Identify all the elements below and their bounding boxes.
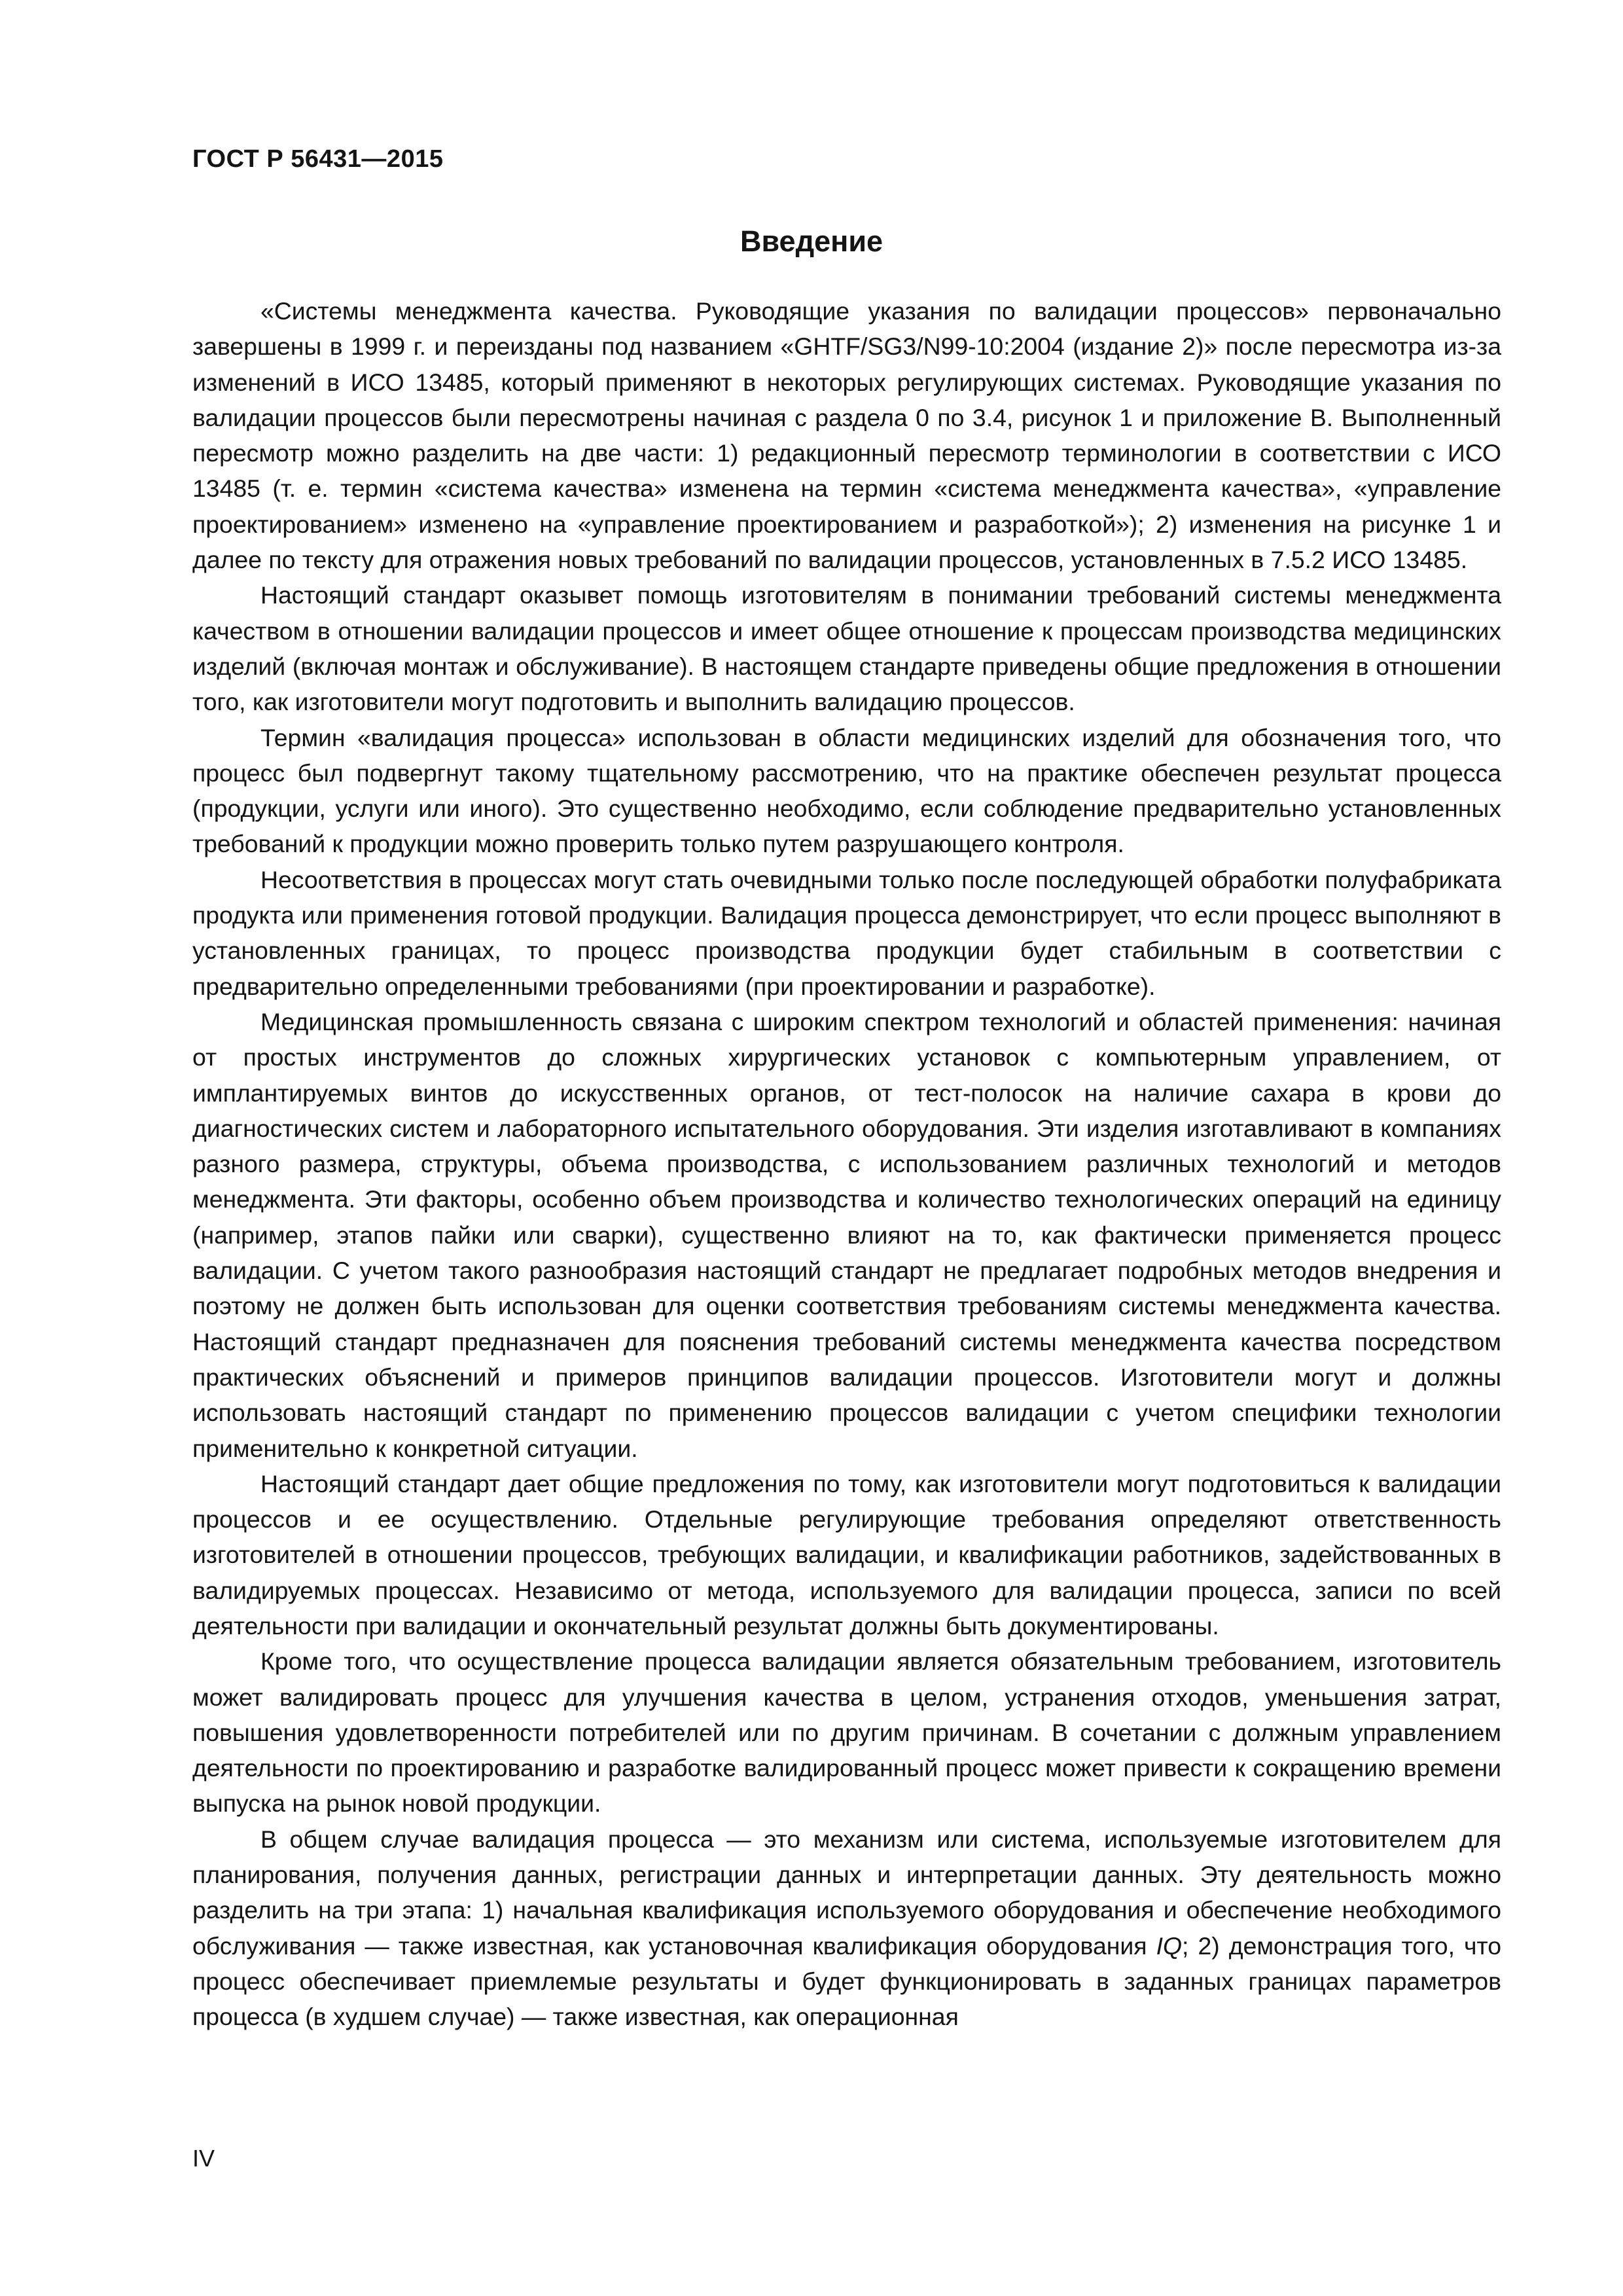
paragraph: Настоящий стандарт дает общие предложения по тому, как изготовители могут подготовиться к валидации процессов и ее осуществлению. Отдельные регулирующие требования определяют ответственность изготовителей в отношении процессов, требующих валидации, и квалификации работников, задействованных в валидируемых процессах. Независимо от метода, используемого для валидации процесса, записи по всей деятельности при валидации и окончательный результат должны быть документированы.: [192, 1469, 1501, 1640]
document-header: ГОСТ Р 56431—2015: [192, 145, 444, 173]
paragraph: Кроме того, что осуществление процесса валидации является обязательным требованием, изготовитель может валидировать процесс для улучшения качества в целом, устранения отходов, уменьшения затрат, повышения удовлетворенности потребителей или по другим причинам. В сочетании с должным управлением деятельности по проектированию и разработке валидированный процесс может привести к сокращению времени выпуска на рынок новой продукции.: [192, 1647, 1501, 1818]
paragraph: Термин «валидация процесса» использован в области медицинских изделий для обозначения того, что процесс был подвергнут такому тщательному рассмотрению, что на практике обеспечен результат процесса (продукции, услуги или иного). Это существенно необходимо, если соблюдение предварительно установленных требований к продукции можно проверить только путем разрушающего контроля.: [192, 723, 1501, 858]
paragraph: [192, 1821, 1501, 2035]
iq-abbreviation: IQ: [1156, 1931, 1183, 1960]
paragraph: Медицинская промышленность связана с широким спектром технологий и областей применения: начиная от простых инструментов до сложных хирургических установок с компьютерным управлением, от имплантируемых винтов до искусственных органов, от тест-полосок на наличие сахара в крови до диагностических систем и лабораторного испытательного оборудования. Эти изделия изготавливают в компаниях разного размера, структуры, объема производства, с использованием различных технологий и методов менеджмента. Эти факторы, особенно объем производства и количество технологических операций на единицу (например, этапов пайки или сварки), существенно влияют на то, как фактически применяется процесс валидации. С учетом такого разнообразия настоящий стандарт не предлагает подробных методов внедрения и поэтому не должен быть использован для оценки соответствия требованиям системы менеджмента качества. Настоящий стандарт предназначен для пояснения требований системы менеджмента качества посредством практических объяснений и примеров принципов валидации процессов. Изготовители могут и должны использовать настоящий стандарт по применению процессов валидации с учетом специфики технологии применительно к конкретной ситуации.: [192, 1007, 1501, 1462]
section-body: [192, 293, 1501, 2035]
paragraph-text: В общем случае валидация процесса — это механизм или система, используемые изготовителем для планирования, получения данных, регистрации данных и интерпретации данных. Эту деятельность можно разделить на три этапа: 1) начальная квалификация используемого оборудования и обеспечение необходимого обслуживания — также известная, как установочная квалификация оборудования: [192, 1825, 1501, 1960]
paragraph: «Системы менеджмента качества. Руководящие указания по валидации процессов» первоначально завершены в 1999 г. и переизданы под названием «GHTF/SG3/N99-10:2004 (издание 2)» после пересмотра из-за изменений в ИСО 13485, который применяют в некоторых регулирующих системах. Руководящие указания по валидации процессов были пересмотрены начиная с раздела 0 по 3.4, рисунок 1 и приложение В. Выполненный пересмотр можно разделить на две части: 1) редакционный пересмотр терминологии в соответствии с ИСО 13485 (т. е. термин «система качества» изменена на термин «система менеджмента качества», «управление проектированием» изменено на «управление проектированием и разработкой»); 2) изменения на рисунке 1 и далее по тексту для отражения новых требований по валидации процессов, установленных в 7.5.2 ИСО 13485.: [192, 297, 1501, 574]
paragraph: Настоящий стандарт оказывет помощь изготовителям в понимании требований системы менеджмента качеством в отношении валидации процессов и имеет общее отношение к процессам производства медицинских изделий (включая монтаж и обслуживание). В настоящем стандарте приведены общие предложения в отношении того, как изготовители могут подготовить и выполнить валидацию процессов.: [192, 581, 1501, 716]
page-number: IV: [192, 2145, 215, 2172]
paragraph: Несоответствия в процессах могут стать очевидными только после последующей обработки полуфабриката продукта или применения готовой продукции. Валидация процесса демонстрирует, что если процесс выполняют в установленных границах, то процесс производства продукции будет стабильным в соответствии с предварительно определенными требованиями (при проектировании и разработке).: [192, 865, 1501, 1000]
section-title: Введение: [740, 224, 883, 258]
paragraph-text: ; 2) демонстрация того, что процесс обеспечивает приемлемые результаты и будет функционировать в заданных границах параметров процесса (в худшем случае) — также известная, как операционная: [192, 1931, 1501, 2031]
